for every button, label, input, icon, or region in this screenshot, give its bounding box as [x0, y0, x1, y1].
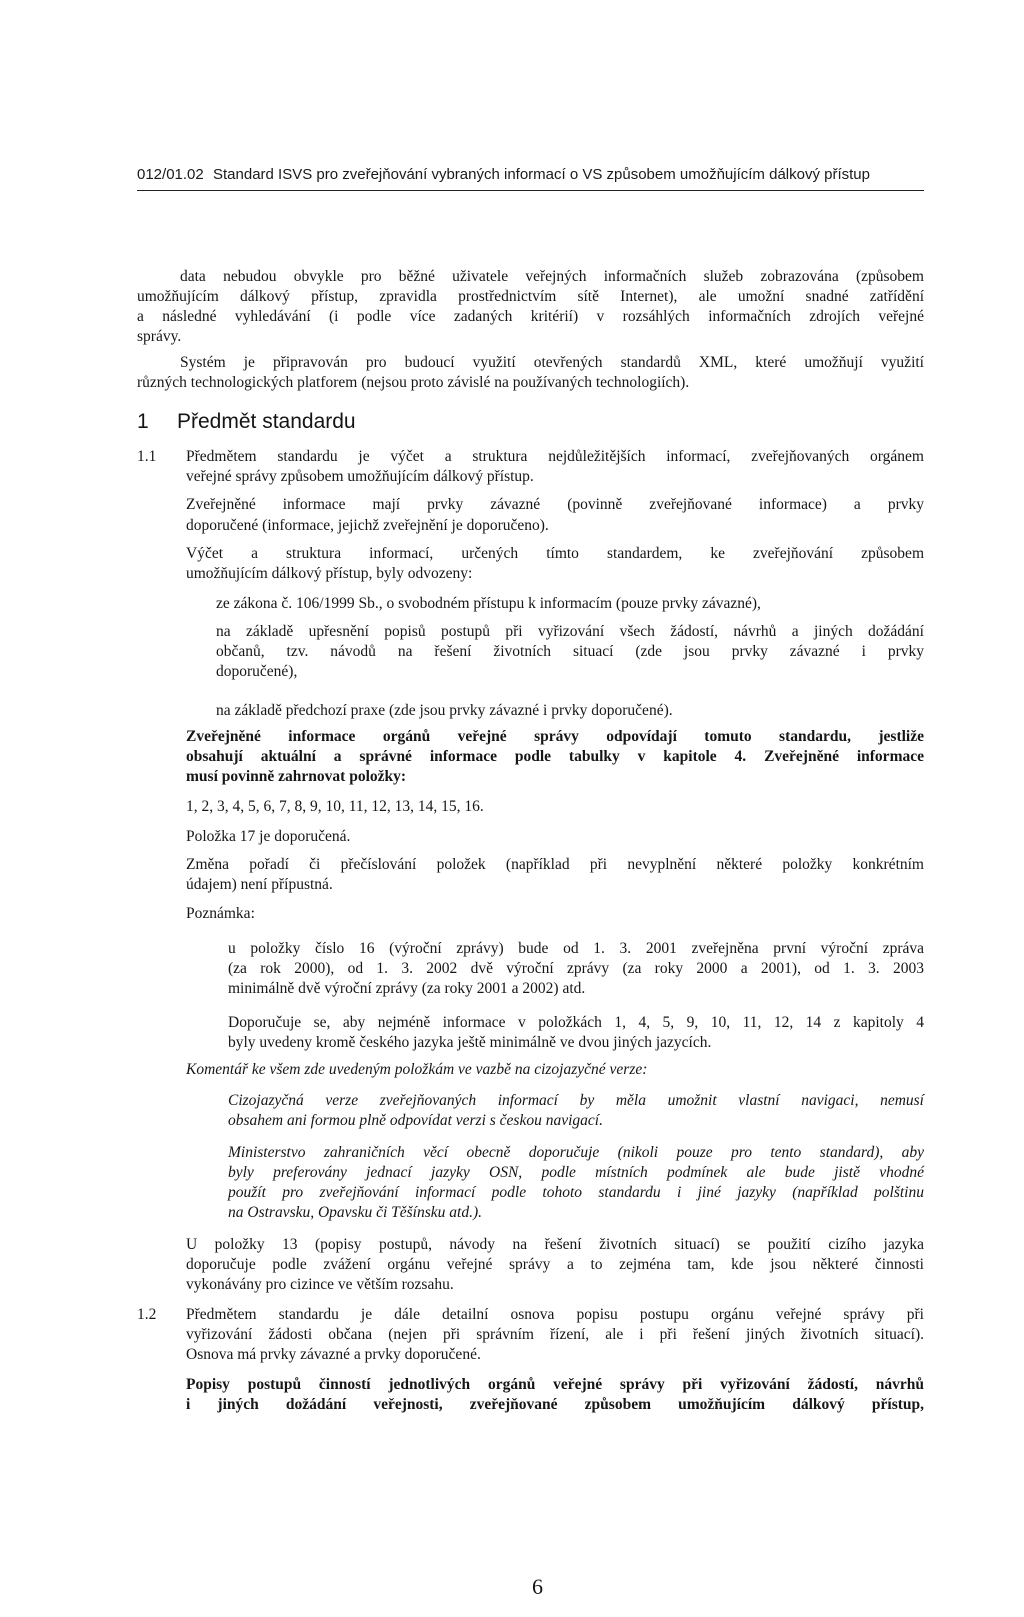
item-number: 1.1 [137, 448, 157, 465]
bold-statement-line: i jiných dožádání veřejnosti, zveřejňované způsobem umožňujícím dálkový přístup, [186, 1396, 924, 1413]
intro-paragraph-line: Systém je připravován pro budoucí využití otevřených standardů XML, které umožňují využití [180, 354, 924, 371]
bold-statement-line: Popisy postupů činností jednotlivých orgánů veřejné správy při vyřizování žádostí, návrhů [186, 1376, 924, 1393]
note-line: Doporučuje se, aby nejméně informace v položkách 1, 4, 5, 9, 10, 11, 12, 14 z kapitoly 4 [228, 1014, 924, 1031]
intro-paragraph-line: různých technologických platforem (nejsou proto závislé na používaných technologiích). [137, 374, 690, 391]
intro-line: správy. [137, 328, 182, 345]
item-number: 1.2 [137, 1306, 157, 1323]
comment-line: na Ostravsku, Opavsku či Těšínsku atd.). [228, 1204, 482, 1221]
item-line: Zveřejněné informace mají prvky závazné (povinně zveřejňované informace) a prvky [186, 496, 924, 513]
header-rule [137, 190, 924, 191]
note-line: u položky číslo 16 (výroční zprávy) bude od 1. 3. 2001 zveřejněna první výroční zpráva [228, 940, 924, 957]
note-line: (za rok 2000), od 1. 3. 2002 dvě výroční zprávy (za roky 2000 a 2001), od 1. 3. 2003 [228, 960, 924, 977]
section-number: 1 [137, 410, 149, 433]
source-list-item: doporučené), [216, 663, 298, 680]
page-number: 6 [532, 1574, 543, 1599]
intro-line: data nebudou obvykle pro běžné uživatele veřejných informačních služeb zobrazována (způsobem [180, 268, 924, 285]
comment-line: Ministerstvo zahraničních věcí obecně doporučuje (nikoli pouze pro tento standard), aby [228, 1144, 924, 1161]
item-line: Změna pořadí či přečíslování položek (například při nevyplnění některé položky konkrétním [186, 856, 924, 873]
item-line: vyřizování žádosti občana (nejen při správním řízení, ale i při řešení jiných životních situací). [186, 1326, 924, 1343]
comment-line: obsahem ani formou plně odpovídat verzi s českou navigací. [228, 1112, 603, 1129]
item-line: Výčet a struktura informací, určených tímto standardem, ke zveřejňování způsobem [186, 545, 924, 562]
note-line: byly uvedeny kromě českého jazyka ještě minimálně ve dvou jiných jazycích. [228, 1034, 712, 1051]
item-line: Předmětem standardu je dále detailní osnova popisu postupu orgánu veřejné správy při [186, 1306, 924, 1323]
item-line: vykonávány pro cizince ve větším rozsahu. [186, 1276, 454, 1293]
source-list-item: na základě předchozí praxe (zde jsou prvky závazné i prvky doporučené). [216, 702, 673, 719]
item-line: doporučené (informace, jejichž zveřejnění je doporučeno). [186, 517, 549, 534]
item-line: údajem) není přípustná. [186, 876, 333, 893]
bold-statement-line: obsahují aktuální a správné informace podle tabulky v kapitole 4. Zveřejněné informace [186, 748, 924, 765]
source-list-item: na základě upřesnění popisů postupů při vyřizování všech žádostí, návrhů a jiných dožádání [216, 623, 924, 640]
intro-line: umožňujícím dálkový přístup, zpravidla prostřednictvím sítě Internet), ale umožní snadné zatřídění [137, 288, 924, 305]
note-label: Poznámka: [186, 905, 255, 922]
recommended-item: Položka 17 je doporučená. [186, 828, 351, 845]
comment-line: použít pro zveřejňování informací podle tohoto standardu i jiné jazyky (například polštinu [228, 1184, 924, 1201]
item-line: umožňujícím dálkový přístup, byly odvozeny: [186, 565, 473, 582]
item-line: doporučuje podle zvážení orgánu veřejné správy a to zejména tam, kde jsou některé činnosti [186, 1256, 924, 1273]
source-list-item: ze zákona č. 106/1999 Sb., o svobodném přístupu k informacím (pouze prvky závazné), [216, 595, 761, 612]
comment-label: Komentář ke všem zde uvedeným položkám ve vazbě na cizojazyčné verze: [186, 1061, 648, 1078]
item-line: U položky 13 (popisy postupů, návody na řešení životních situací) se použití cizího jazyka [186, 1236, 924, 1253]
item-line: Osnova má prvky závazné a prvky doporučené. [186, 1346, 481, 1363]
intro-line: a následné vyhledávání (i podle více zadaných kritérií) v rozsáhlých informačních zdrojích veřejné [137, 308, 924, 325]
document-title: Standard ISVS pro zveřejňování vybraných informací o VS způsobem umožňujícím dálkový přístup [213, 166, 870, 183]
mandatory-items-list: 1, 2, 3, 4, 5, 6, 7, 8, 9, 10, 11, 12, 13, 14, 15, 16. [186, 798, 484, 815]
bold-statement-line: musí povinně zahrnovat položky: [186, 768, 407, 785]
comment-line: Cizojazyčná verze zveřejňovaných informací by měla umožnit vlastní navigaci, nemusí [228, 1092, 924, 1109]
note-line: minimálně dvě výroční zprávy (za roky 2001 a 2002) atd. [228, 980, 586, 997]
comment-line: byly preferovány jednací jazyky OSN, podle místních podmínek ale bude jistě vhodné [228, 1164, 924, 1181]
item-line: veřejné správy způsobem umožňujícím dálkový přístup. [186, 468, 534, 485]
section-title: Předmět standardu [177, 410, 356, 433]
item-line: Předmětem standardu je výčet a struktura nejdůležitějších informací, zveřejňovaných orgánem [186, 448, 924, 465]
document-number: 012/01.02 [137, 166, 204, 183]
bold-statement-line: Zveřejněné informace orgánů veřejné správy odpovídají tomuto standardu, jestliže [186, 728, 924, 745]
source-list-item: občanů, tzv. návodů na řešení životních situací (zde jsou prvky závazné i prvky [216, 643, 924, 660]
